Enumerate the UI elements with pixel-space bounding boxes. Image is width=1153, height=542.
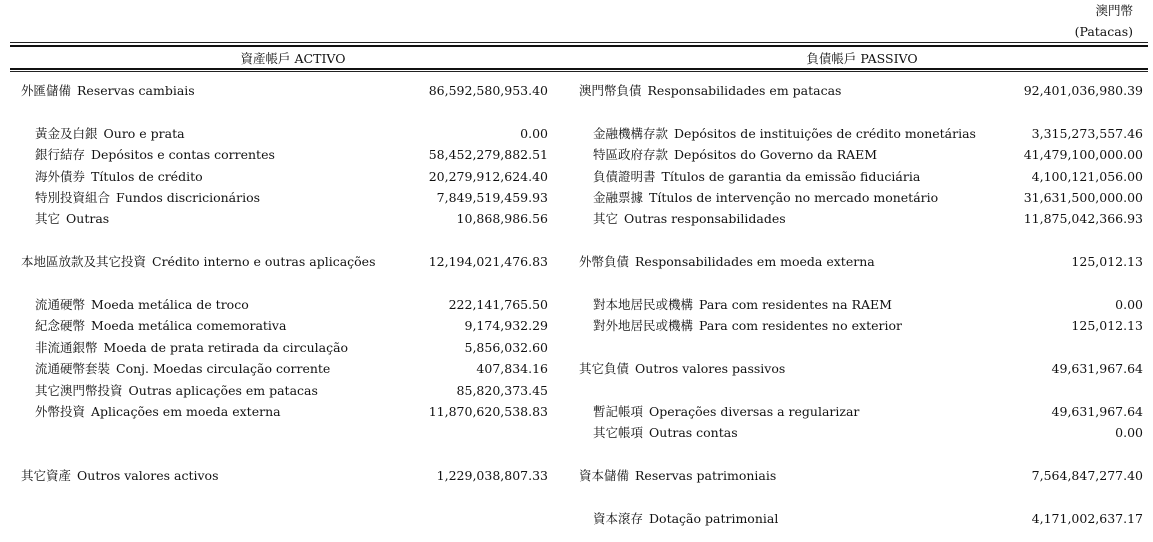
row-label-pt: Títulos de garantia da emissão fiduciária <box>661 168 921 184</box>
row-value: 3,315,273,557.46 <box>1031 125 1143 141</box>
activo-row <box>0 358 548 379</box>
activo-row <box>0 187 548 208</box>
row-label-zh: 外匯儲備 <box>21 83 72 98</box>
row-label <box>35 294 249 315</box>
row-value: 0.00 <box>520 125 548 141</box>
row-label-pt: Moeda metálica de troco <box>91 297 249 312</box>
row-label-pt: Operações diversas a regularizar <box>649 404 860 419</box>
row-value: 85,820,373.45 <box>456 382 548 398</box>
activo-row <box>0 123 548 144</box>
divider <box>10 45 1148 47</box>
activo-row <box>0 251 548 272</box>
row-label-pt: Aplicações em moeda externa <box>91 404 281 419</box>
row-label-zh: 金融票據 <box>593 190 644 205</box>
row-label-pt: Reservas patrimoniais <box>635 468 777 484</box>
row-label-pt: Outros valores passivos <box>635 361 786 377</box>
activo-row <box>0 80 548 101</box>
row-value: 0.00 <box>1115 425 1143 441</box>
row-label-pt: Moeda de prata retirada da circulação <box>103 339 349 355</box>
activo-row <box>0 401 548 422</box>
row-label <box>35 208 109 229</box>
row-label-zh: 非流通銀幣 <box>35 339 98 355</box>
passivo-row <box>576 187 1143 208</box>
row-label <box>21 80 195 101</box>
row-value: 31,631,500,000.00 <box>1023 190 1143 205</box>
row-value: 86,592,580,953.40 <box>428 83 548 98</box>
passivo-row <box>576 123 1143 144</box>
row-value: 5,856,032.60 <box>464 339 548 355</box>
row-label-pt: Outros valores activos <box>77 468 219 484</box>
row-value: 125,012.13 <box>1071 254 1143 270</box>
row-value: 7,849,519,459.93 <box>436 190 548 205</box>
row-label-pt: Responsabilidades em moeda externa <box>635 254 875 270</box>
row-value: 41,479,100,000.00 <box>1023 147 1143 163</box>
row-label <box>35 123 185 144</box>
row-label-zh: 黃金及白銀 <box>35 125 98 141</box>
row-label <box>579 358 785 379</box>
passivo-header: 負債帳戶 PASSIVO <box>806 51 918 66</box>
row-label-pt: Reservas cambiais <box>77 83 195 98</box>
row-label-zh: 其它資產 <box>21 468 72 484</box>
activo-row <box>0 166 548 187</box>
row-label-zh: 澳門幣負債 <box>579 83 642 98</box>
row-label-pt: Responsabilidades em patacas <box>647 83 842 98</box>
row-label-zh: 其它 <box>35 211 61 227</box>
row-label-pt: Dotação patrimonial <box>649 511 779 526</box>
divider <box>10 68 1148 70</box>
passivo-row <box>576 80 1143 101</box>
activo-row <box>0 144 548 165</box>
row-label-zh: 海外債券 <box>35 168 86 184</box>
row-label-zh: 外幣負債 <box>579 254 630 270</box>
row-label-zh: 資本滾存 <box>593 511 644 526</box>
row-label-zh: 特區政府存款 <box>593 147 669 163</box>
row-label-pt: Outras aplicações em patacas <box>128 382 318 398</box>
row-label-zh: 其它帳項 <box>593 425 644 441</box>
activo-row <box>0 337 548 358</box>
row-label <box>35 337 348 358</box>
row-label-zh: 對外地居民或機構 <box>593 318 694 334</box>
row-value: 4,100,121,056.00 <box>1031 168 1143 184</box>
row-label-zh: 暫記帳項 <box>593 404 644 419</box>
row-label-pt: Outras responsabilidades <box>624 211 786 227</box>
row-label-zh: 特別投資組合 <box>35 190 111 205</box>
row-label <box>593 166 920 187</box>
row-value: 9,174,932.29 <box>464 318 548 334</box>
row-value: 125,012.13 <box>1071 318 1143 334</box>
row-label-zh: 銀行結存 <box>35 147 86 163</box>
row-label-pt: Fundos discricionários <box>116 190 261 205</box>
row-value: 58,452,279,882.51 <box>428 147 548 163</box>
row-value: 92,401,036,980.39 <box>1023 83 1143 98</box>
passivo-row <box>576 465 1143 486</box>
activo-row <box>0 294 548 315</box>
row-value: 10,868,986.56 <box>456 211 548 227</box>
row-label <box>35 187 260 208</box>
passivo-row <box>576 294 1143 315</box>
row-label <box>593 208 786 229</box>
row-label-zh: 流通硬幣 <box>35 297 86 312</box>
activo-header: 資產帳戶 ACTIVO <box>240 51 346 66</box>
row-label <box>593 187 938 208</box>
divider <box>10 42 1148 43</box>
row-label <box>593 294 892 315</box>
row-label <box>593 401 859 422</box>
passivo-row <box>576 144 1143 165</box>
row-label <box>593 422 738 443</box>
row-label <box>35 144 275 165</box>
row-label-zh: 紀念硬幣 <box>35 318 86 334</box>
row-label-zh: 其它負債 <box>579 361 630 377</box>
divider <box>10 71 1148 72</box>
activo-row <box>0 208 548 229</box>
row-label-pt: Outras <box>66 211 110 227</box>
row-label-pt: Outras contas <box>649 425 738 441</box>
passivo-row <box>576 166 1143 187</box>
row-label <box>21 465 219 486</box>
passivo-row <box>576 508 1143 529</box>
row-label-zh: 其它 <box>593 211 619 227</box>
row-label <box>593 144 877 165</box>
row-label-pt: Conj. Moedas circulação corrente <box>116 361 331 377</box>
row-label-pt: Depósitos de instituições de crédito monetárias <box>674 125 976 141</box>
row-label-pt: Moeda metálica comemorativa <box>91 318 287 334</box>
row-value: 11,875,042,366.93 <box>1023 211 1143 227</box>
row-value: 222,141,765.50 <box>448 297 548 312</box>
row-label-zh: 其它澳門幣投資 <box>35 382 123 398</box>
row-label-zh: 流通硬幣套裝 <box>35 361 111 377</box>
activo-row <box>0 465 548 486</box>
row-label <box>593 315 902 336</box>
row-label-pt: Depósitos e contas correntes <box>91 147 275 163</box>
row-label <box>35 166 203 187</box>
row-label-pt: Para com residentes no exterior <box>699 318 903 334</box>
passivo-row <box>576 208 1143 229</box>
row-label <box>35 315 286 336</box>
passivo-row <box>576 315 1143 336</box>
row-label <box>579 465 776 486</box>
row-label-zh: 外幣投資 <box>35 404 86 419</box>
row-label-zh: 金融機構存款 <box>593 125 669 141</box>
row-label <box>593 123 976 144</box>
row-value: 1,229,038,807.33 <box>436 468 548 484</box>
row-label-pt: Depósitos do Governo da RAEM <box>674 147 878 163</box>
row-label-pt: Títulos de intervenção no mercado monetário <box>649 190 939 205</box>
row-value: 0.00 <box>1115 297 1143 312</box>
row-label-zh: 對本地居民或機構 <box>593 297 694 312</box>
passivo-row <box>576 401 1143 422</box>
row-label-zh: 本地區放款及其它投資 <box>21 254 147 270</box>
passivo-row <box>576 358 1143 379</box>
row-value: 407,834.16 <box>476 361 548 377</box>
row-label-zh: 負債證明書 <box>593 168 656 184</box>
row-value: 49,631,967.64 <box>1051 404 1143 419</box>
row-label <box>35 380 318 401</box>
row-label <box>593 508 778 529</box>
row-value: 49,631,967.64 <box>1051 361 1143 377</box>
row-label-pt: Para com residentes na RAEM <box>699 297 892 312</box>
currency-unit-zh: 澳門幣 <box>1095 3 1133 18</box>
currency-unit-pt: (Patacas) <box>1074 24 1133 39</box>
row-value: 11,870,620,538.83 <box>428 404 548 419</box>
row-label-pt: Crédito interno e outras aplicações <box>152 254 376 270</box>
row-label <box>35 358 330 379</box>
row-label-zh: 資本儲備 <box>579 468 630 484</box>
row-label-pt: Ouro e prata <box>103 125 185 141</box>
row-value: 12,194,021,476.83 <box>428 254 548 270</box>
row-label <box>35 401 281 422</box>
row-value: 7,564,847,277.40 <box>1031 468 1143 484</box>
activo-row <box>0 315 548 336</box>
row-label <box>579 251 875 272</box>
passivo-row <box>576 422 1143 443</box>
row-label <box>21 251 376 272</box>
activo-row <box>0 380 548 401</box>
row-label <box>579 80 841 101</box>
row-label-pt: Títulos de crédito <box>91 168 203 184</box>
row-value: 20,279,912,624.40 <box>428 168 548 184</box>
row-value: 4,171,002,637.17 <box>1031 511 1143 526</box>
passivo-row <box>576 251 1143 272</box>
